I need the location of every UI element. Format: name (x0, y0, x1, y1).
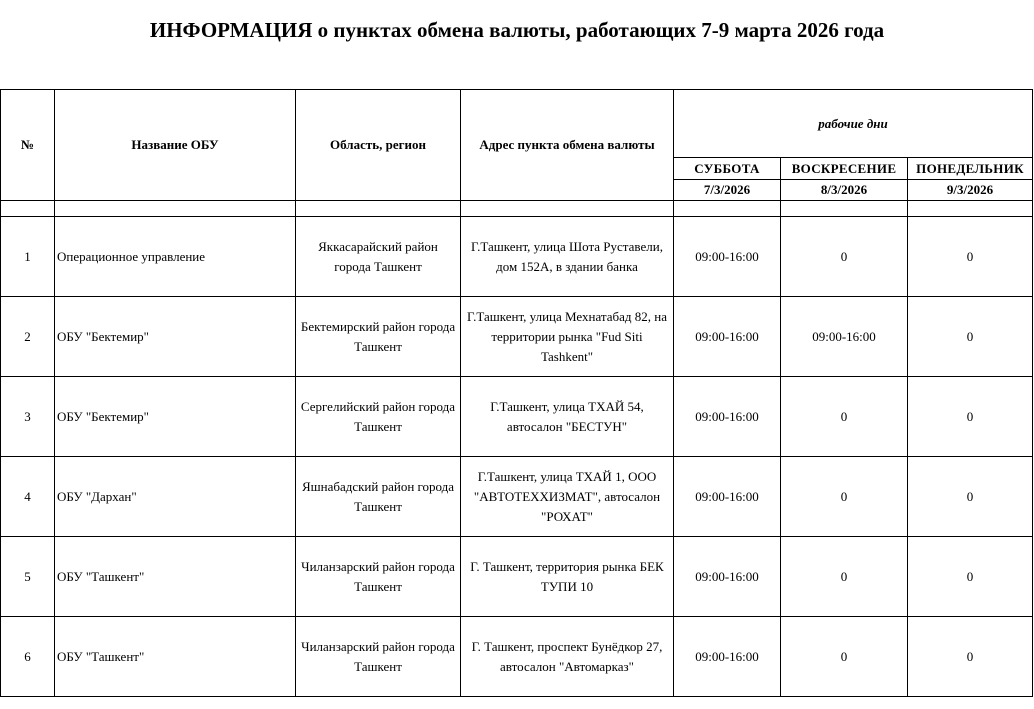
hours-sunday: 0 (781, 617, 908, 697)
branch-region: Яккасарайский район города Ташкент (296, 217, 461, 297)
hours-monday: 0 (908, 457, 1033, 537)
header-date-saturday: 7/3/2026 (674, 180, 781, 201)
branch-region: Бектемирский район города Ташкент (296, 297, 461, 377)
hours-saturday: 09:00-16:00 (674, 457, 781, 537)
header-name: Название ОБУ (55, 90, 296, 201)
table-row (1, 217, 1033, 297)
hours-monday: 0 (908, 537, 1033, 617)
header-day-sunday: ВОСКРЕСЕНИЕ (781, 158, 908, 180)
branch-name: ОБУ "Бектемир" (55, 377, 296, 457)
hours-saturday: 09:00-16:00 (674, 537, 781, 617)
spacer-cell (1, 201, 55, 217)
hours-monday: 0 (908, 297, 1033, 377)
page-title-rest: о пунктах обмена валюты, работающих 7-9 марта 2026 года (317, 18, 885, 42)
branch-region: Сергелийский район города Ташкент (296, 377, 461, 457)
hours-saturday: 09:00-16:00 (674, 617, 781, 697)
spacer-cell (908, 201, 1033, 217)
hours-monday: 0 (908, 217, 1033, 297)
page-title-strong: ИНФОРМАЦИЯ (149, 18, 313, 42)
branch-region: Яшнабадский район города Ташкент (296, 457, 461, 537)
branch-address: Г. Ташкент, проспект Бунёдкор 27, автосалон "Автомарказ" (461, 617, 674, 697)
branch-address: Г.Ташкент, улица Мехнатабад 82, на территории рынка "Fud Siti Tashkent" (461, 297, 674, 377)
table-row (1, 537, 1033, 617)
spacer-cell (674, 201, 781, 217)
hours-saturday: 09:00-16:00 (674, 217, 781, 297)
branch-name: ОБУ "Бектемир" (55, 297, 296, 377)
header-date-sunday: 8/3/2026 (781, 180, 908, 201)
branch-address: Г.Ташкент, улица ТХАЙ 1, ООО "АВТОТЕХХИЗМАТ", автосалон "РОХАТ" (461, 457, 674, 537)
hours-monday: 0 (908, 377, 1033, 457)
hours-sunday: 0 (781, 537, 908, 617)
table-row (1, 617, 1033, 697)
row-number: 3 (1, 377, 55, 457)
row-number: 5 (1, 537, 55, 617)
row-number: 2 (1, 297, 55, 377)
page-title (0, 18, 1034, 43)
spacer-cell (781, 201, 908, 217)
spacer-cell (55, 201, 296, 217)
hours-saturday: 09:00-16:00 (674, 377, 781, 457)
header-date-monday: 9/3/2026 (908, 180, 1033, 201)
exchange-points-table (0, 89, 1033, 697)
hours-sunday: 09:00-16:00 (781, 297, 908, 377)
branch-name: ОБУ "Ташкент" (55, 617, 296, 697)
branch-address: Г.Ташкент, улица Шота Руставели, дом 152А, в здании банка (461, 217, 674, 297)
table-row (1, 297, 1033, 377)
spacer-cell (461, 201, 674, 217)
header-day-monday: ПОНЕДЕЛЬНИК (908, 158, 1033, 180)
branch-address: Г. Ташкент, территория рынка БЕК ТУПИ 10 (461, 537, 674, 617)
header-row (1, 90, 1033, 158)
hours-monday: 0 (908, 617, 1033, 697)
branch-region: Чиланзарский район города Ташкент (296, 537, 461, 617)
row-number: 4 (1, 457, 55, 537)
header-address: Адрес пункта обмена валюты (461, 90, 674, 201)
branch-name: ОБУ "Дархан" (55, 457, 296, 537)
spacer-cell (296, 201, 461, 217)
hours-sunday: 0 (781, 457, 908, 537)
table-row (1, 457, 1033, 537)
header-working-days: рабочие дни (674, 90, 1033, 158)
row-number: 1 (1, 217, 55, 297)
spacer-row (1, 201, 1033, 217)
branch-region: Чиланзарский район города Ташкент (296, 617, 461, 697)
branch-address: Г.Ташкент, улица ТХАЙ 54, автосалон "БЕСТУН" (461, 377, 674, 457)
branch-name: ОБУ "Ташкент" (55, 537, 296, 617)
row-number: 6 (1, 617, 55, 697)
branch-name: Операционное управление (55, 217, 296, 297)
hours-saturday: 09:00-16:00 (674, 297, 781, 377)
header-region: Область, регион (296, 90, 461, 201)
table-row (1, 377, 1033, 457)
header-num: № (1, 90, 55, 201)
hours-sunday: 0 (781, 217, 908, 297)
header-day-saturday: СУББОТА (674, 158, 781, 180)
hours-sunday: 0 (781, 377, 908, 457)
